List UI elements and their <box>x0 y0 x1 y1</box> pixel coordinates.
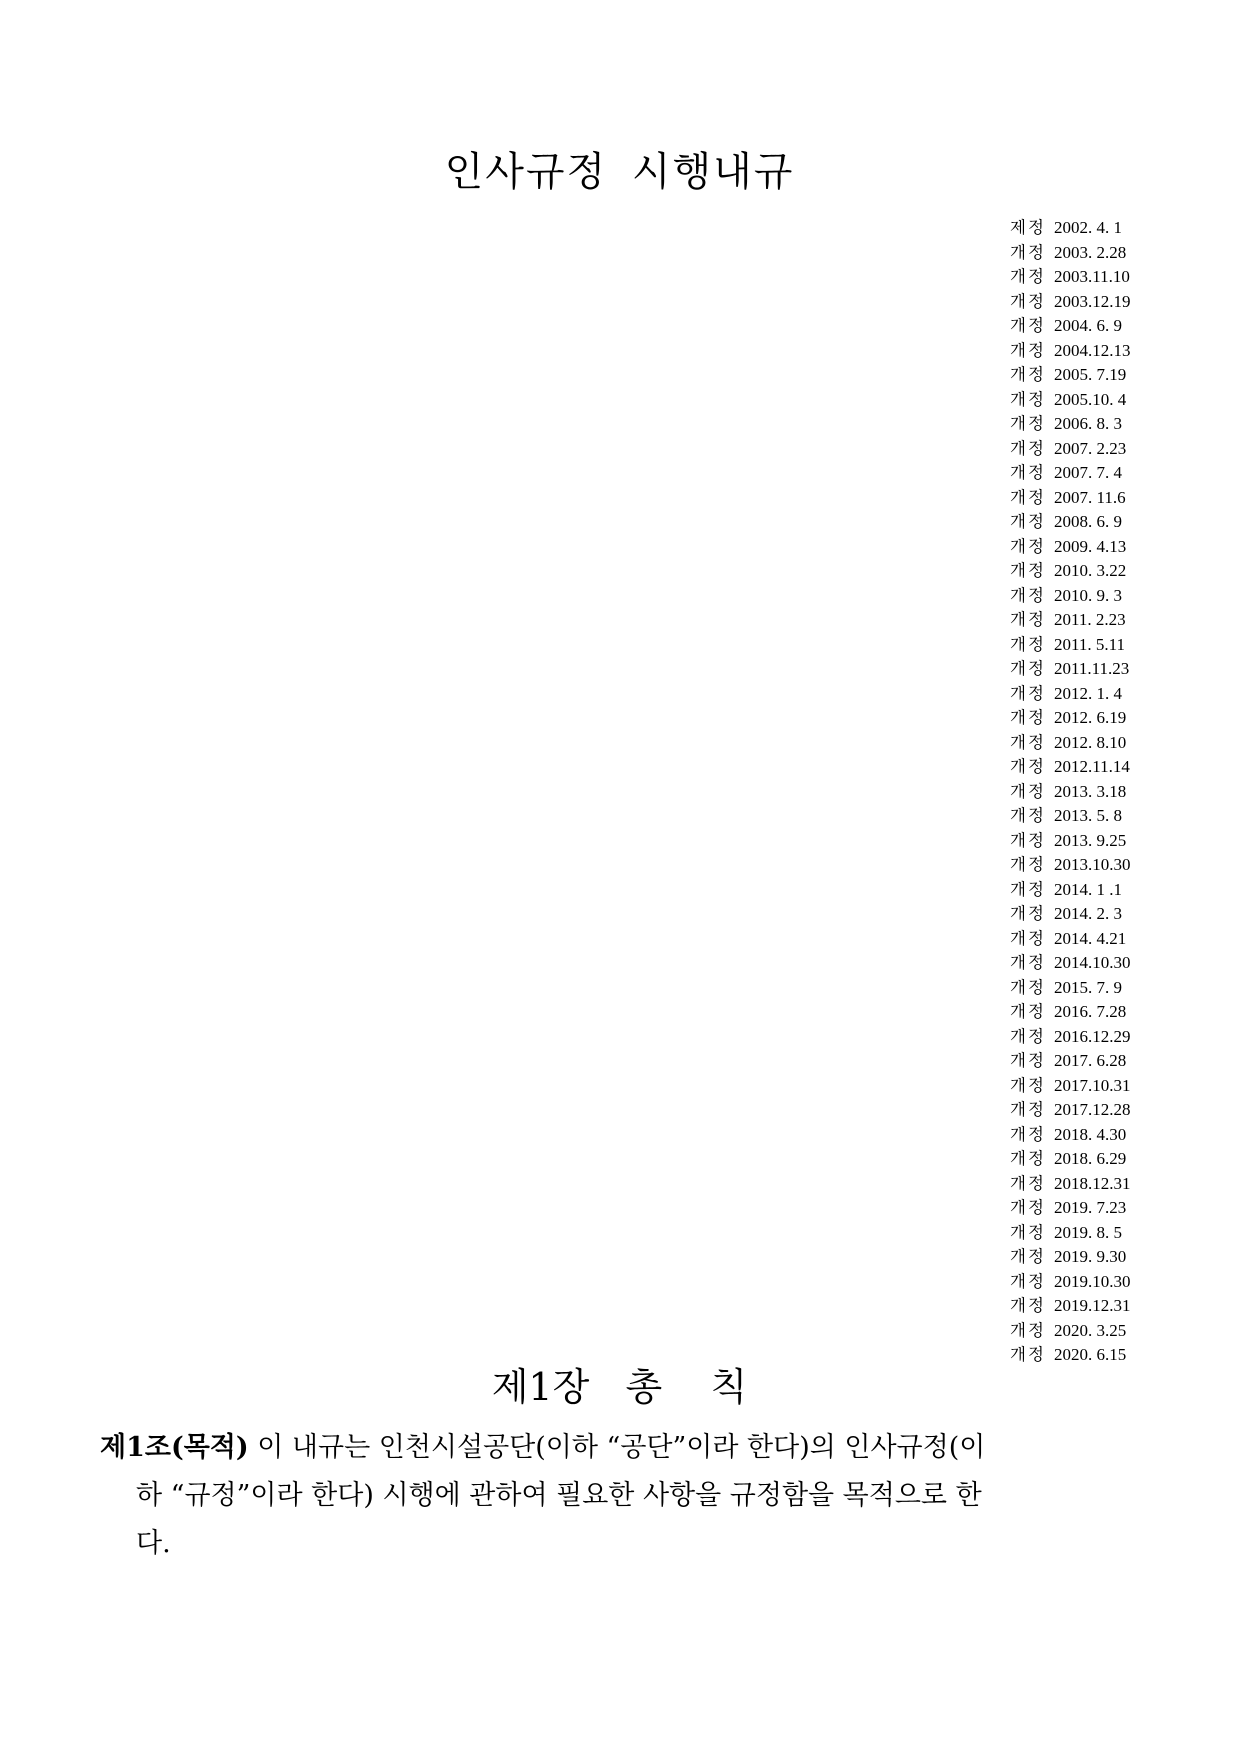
revision-kind: 개정 <box>1010 1173 1046 1193</box>
revision-kind: 개정 <box>1010 1222 1046 1242</box>
document-title: 인사규정 시행내규 <box>444 149 795 195</box>
article-1 <box>100 1424 1140 1568</box>
revision-item <box>1010 755 1142 780</box>
revision-date: 2007. 2.23 <box>1054 438 1127 458</box>
revision-item <box>1010 608 1142 633</box>
revision-kind: 개정 <box>1010 855 1046 874</box>
revision-item <box>1010 584 1142 609</box>
revision-date: 2005. 7.19 <box>1054 365 1127 384</box>
revision-kind: 개정 <box>1010 1271 1046 1291</box>
revision-item <box>1010 902 1142 927</box>
revision-date: 2003.12.19 <box>1054 291 1131 311</box>
revision-kind: 개정 <box>1010 1002 1046 1021</box>
revision-item <box>1010 1025 1142 1050</box>
revision-kind: 개정 <box>1010 708 1046 727</box>
revision-date: 2013. 3.18 <box>1054 781 1127 801</box>
revision-item <box>1010 878 1142 903</box>
revision-date: 2013.10.30 <box>1054 855 1131 874</box>
revision-date: 2016. 7.28 <box>1054 1002 1127 1021</box>
revision-date: 2014. 1 .1 <box>1054 879 1122 899</box>
revision-date: 2010. 9. 3 <box>1054 585 1122 605</box>
revision-item <box>1010 290 1142 315</box>
revision-date: 2008. 6. 9 <box>1054 512 1122 531</box>
revision-item <box>1010 951 1142 976</box>
revision-date: 2017.10.31 <box>1054 1075 1131 1095</box>
revision-kind: 개정 <box>1010 1198 1046 1217</box>
revision-kind: 개정 <box>1010 1026 1046 1046</box>
revision-item <box>1010 1000 1142 1025</box>
revision-date: 2019. 8. 5 <box>1054 1222 1122 1242</box>
revision-item <box>1010 804 1142 829</box>
revision-item <box>1010 1221 1142 1246</box>
revision-date: 2018. 6.29 <box>1054 1149 1127 1168</box>
revision-date: 2009. 4.13 <box>1054 536 1127 556</box>
revision-date: 2020. 3.25 <box>1054 1320 1127 1340</box>
revision-date: 2012.11.14 <box>1054 757 1130 776</box>
revision-kind: 개정 <box>1010 242 1046 262</box>
revision-kind: 개정 <box>1010 634 1046 654</box>
revision-item <box>1010 314 1142 339</box>
revision-item <box>1010 510 1142 535</box>
revision-date: 2003.11.10 <box>1054 267 1130 286</box>
revision-item <box>1010 1245 1142 1270</box>
revision-item <box>1010 1123 1142 1148</box>
revision-date: 2011. 2.23 <box>1054 610 1126 629</box>
article-1-line-3: 다. <box>136 1528 171 1559</box>
revision-item <box>1010 1270 1142 1295</box>
revision-kind: 개정 <box>1010 1345 1046 1364</box>
revision-kind: 개정 <box>1010 683 1046 703</box>
chapter-heading: 제1장 총 칙 <box>491 1365 748 1409</box>
revision-item <box>1010 412 1142 437</box>
revision-date: 2004. 6. 9 <box>1054 316 1122 335</box>
revision-item <box>1010 731 1142 756</box>
revision-date: 2017.12.28 <box>1054 1100 1131 1119</box>
revision-item <box>1010 461 1142 486</box>
revision-date: 2012. 1. 4 <box>1054 683 1122 703</box>
revision-kind: 개정 <box>1010 806 1046 825</box>
revision-date: 2018. 4.30 <box>1054 1124 1127 1144</box>
revision-date: 2018.12.31 <box>1054 1173 1131 1193</box>
revision-date: 2011.11.23 <box>1054 659 1130 678</box>
revision-date: 2011. 5.11 <box>1054 634 1125 654</box>
revision-kind: 개정 <box>1010 928 1046 948</box>
revision-item <box>1010 1319 1142 1344</box>
revision-item <box>1010 339 1142 364</box>
revision-kind: 개정 <box>1010 977 1046 997</box>
article-1-line-2: 하 “규정”이라 한다) 시행에 관하여 필요한 사항을 규정함을 목적으로 한 <box>136 1480 982 1511</box>
revision-date: 2007. 7. 4 <box>1054 463 1122 482</box>
revision-kind: 개정 <box>1010 1075 1046 1095</box>
revision-kind: 개정 <box>1010 487 1046 507</box>
revision-date: 2014. 2. 3 <box>1054 904 1122 923</box>
revision-item <box>1010 486 1142 511</box>
revision-kind: 개정 <box>1010 389 1046 409</box>
revision-item <box>1010 976 1142 1001</box>
revision-item <box>1010 780 1142 805</box>
revision-date: 2007. 11.6 <box>1054 487 1126 507</box>
revision-date: 2013. 9.25 <box>1054 830 1127 850</box>
revision-item <box>1010 1196 1142 1221</box>
revision-item <box>1010 927 1142 952</box>
revision-date: 2013. 5. 8 <box>1054 806 1122 825</box>
revision-kind: 개정 <box>1010 512 1046 531</box>
revision-kind: 개정 <box>1010 585 1046 605</box>
revision-kind: 제정 <box>1010 218 1046 237</box>
revision-date: 2016.12.29 <box>1054 1026 1131 1046</box>
revision-item <box>1010 1049 1142 1074</box>
revision-date: 2020. 6.15 <box>1054 1345 1127 1364</box>
revision-date: 2012. 8.10 <box>1054 732 1127 752</box>
revision-kind: 개정 <box>1010 1247 1046 1266</box>
article-1-line-1 <box>100 1424 1140 1472</box>
revision-kind: 개정 <box>1010 316 1046 335</box>
revision-item <box>1010 388 1142 413</box>
revision-kind: 개정 <box>1010 1149 1046 1168</box>
revision-item <box>1010 633 1142 658</box>
revision-kind: 개정 <box>1010 830 1046 850</box>
revision-date: 2014. 4.21 <box>1054 928 1127 948</box>
revision-kind: 개정 <box>1010 1296 1046 1315</box>
revision-date: 2010. 3.22 <box>1054 561 1127 580</box>
revision-kind: 개정 <box>1010 291 1046 311</box>
revision-date: 2004.12.13 <box>1054 340 1131 360</box>
revision-kind: 개정 <box>1010 267 1046 286</box>
revision-kind: 개정 <box>1010 561 1046 580</box>
revision-date: 2002. 4. 1 <box>1054 218 1122 237</box>
revision-item <box>1010 559 1142 584</box>
revision-item <box>1010 657 1142 682</box>
revision-kind: 개정 <box>1010 1124 1046 1144</box>
revision-item <box>1010 1147 1142 1172</box>
revision-date: 2019.12.31 <box>1054 1296 1131 1315</box>
revision-kind: 개정 <box>1010 414 1046 433</box>
article-1-heading: 제1조(목적) <box>100 1432 249 1463</box>
revision-date: 2003. 2.28 <box>1054 242 1127 262</box>
revision-date: 2012. 6.19 <box>1054 708 1127 727</box>
revision-item <box>1010 437 1142 462</box>
revision-item <box>1010 1294 1142 1319</box>
revision-date: 2019.10.30 <box>1054 1271 1131 1291</box>
revision-item <box>1010 853 1142 878</box>
revision-kind: 개정 <box>1010 904 1046 923</box>
revision-item <box>1010 706 1142 731</box>
revision-kind: 개정 <box>1010 463 1046 482</box>
revision-item <box>1010 1098 1142 1123</box>
revision-kind: 개정 <box>1010 610 1046 629</box>
revision-item <box>1010 829 1142 854</box>
revision-item <box>1010 265 1142 290</box>
revision-date: 2019. 9.30 <box>1054 1247 1127 1266</box>
revision-kind: 개정 <box>1010 659 1046 678</box>
revision-kind: 개정 <box>1010 438 1046 458</box>
revision-item <box>1010 682 1142 707</box>
revision-kind: 개정 <box>1010 757 1046 776</box>
revision-date: 2005.10. 4 <box>1054 389 1127 409</box>
revision-item <box>1010 535 1142 560</box>
revision-date: 2014.10.30 <box>1054 953 1131 972</box>
revision-kind: 개정 <box>1010 1051 1046 1070</box>
article-1-text-1: 이 내규는 인천시설공단(이하 “공단”이라 한다)의 인사규정(이 <box>248 1432 986 1463</box>
revision-date: 2017. 6.28 <box>1054 1051 1127 1070</box>
revision-date: 2019. 7.23 <box>1054 1198 1127 1217</box>
revision-history-list <box>1010 216 1142 1368</box>
revision-kind: 개정 <box>1010 953 1046 972</box>
revision-date: 2006. 8. 3 <box>1054 414 1122 433</box>
revision-date: 2015. 7. 9 <box>1054 977 1122 997</box>
revision-kind: 개정 <box>1010 536 1046 556</box>
revision-kind: 개정 <box>1010 781 1046 801</box>
revision-kind: 개정 <box>1010 1100 1046 1119</box>
revision-item <box>1010 1074 1142 1099</box>
revision-item <box>1010 363 1142 388</box>
revision-kind: 개정 <box>1010 732 1046 752</box>
revision-item <box>1010 216 1142 241</box>
revision-item <box>1010 241 1142 266</box>
revision-item <box>1010 1172 1142 1197</box>
revision-kind: 개정 <box>1010 1320 1046 1340</box>
revision-kind: 개정 <box>1010 340 1046 360</box>
revision-kind: 개정 <box>1010 879 1046 899</box>
revision-kind: 개정 <box>1010 365 1046 384</box>
